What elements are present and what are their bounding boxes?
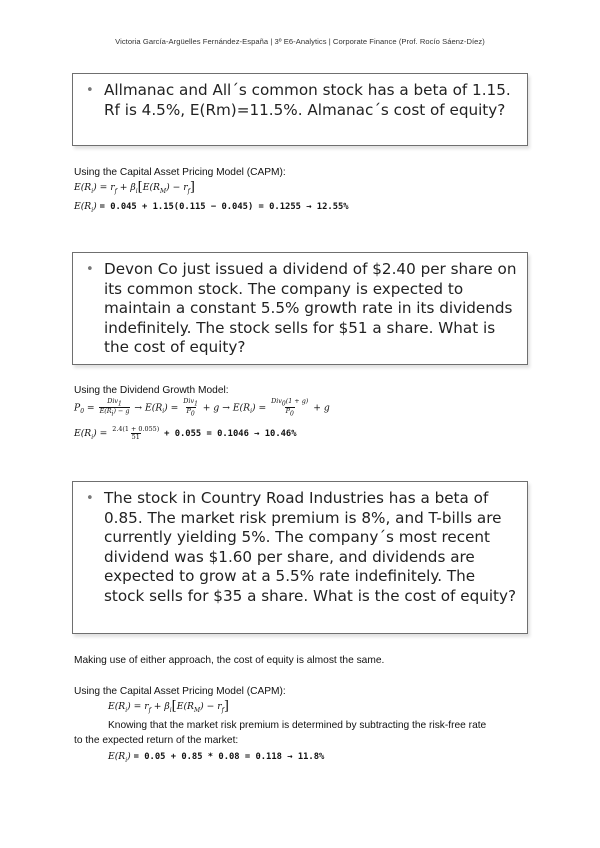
bullet-icon: •: [86, 262, 94, 277]
question-2-text: Devon Co just issued a dividend of $2.40 per share on its common stock. The company is expected to maintain a constant 5.5% growth rate in its dividends indefinitely. The stock sells for $51 a share. What is the cost of equity?: [104, 260, 517, 357]
question-1-text: Allmanac and All´s common stock has a beta of 1.15. Rf is 4.5%, E(Rm)=11.5%. Almanac´s cost of equity?: [104, 81, 511, 119]
answer-1-method: Using the Capital Asset Pricing Model (CAPM):: [74, 167, 286, 178]
answer-3-calc-numbers: = 0.05 + 0.85 * 0.08 = 0.118 → 11.8%: [133, 752, 325, 762]
answer-2-calc-rest: + 0.055 = 0.1046 → 10.46%: [164, 429, 297, 439]
question-box-2: [72, 252, 528, 365]
answer-2-method: Using the Dividend Growth Model:: [74, 385, 229, 396]
question-box-1: [72, 73, 528, 146]
answer-1-calculation: $E(R_i) = 0.045 + 1.15(0.115 - 0.045) = 0.1255 \to 12.55\%$: [74, 201, 349, 214]
answer-1-capm-formula: $E(R_i) = r_f + \beta_i[E(R_M) - r_f]$: [74, 180, 195, 195]
question-3-text: The stock in Country Road Industries has a beta of 0.85. The market risk premium is 8%, and T-bills are currently yielding 5%. The company´s most recent dividend was $1.60 per share, and dividends are expected to grow at a 5.5% rate indefinitely. The stock sells for $35 a share. What is the cost of equity?: [104, 489, 517, 605]
answer-3-note-line-1: Knowing that the market risk premium is determined by subtracting the risk-free rate: [108, 720, 487, 731]
answer-2-ddm-formula: $P_0$ = $\frac{Div_1}{E(R_i) - g}$ → $E(R_i)$ = $\frac{Div_1}{P_0}$ + $g \to E(R_i)$ = $\frac{Div_0(1 + g)}{P_0}$ + g: [74, 397, 330, 418]
bullet-icon: •: [86, 83, 94, 98]
answer-2-numerator: 2.4(1 + 0.055): [112, 425, 160, 433]
answer-3-calculation: $E(R_i) = 0.05 + 0.85 * 0.08 = 0.118 \to 11.8\%$: [108, 751, 325, 764]
answer-3-intro: Making use of either approach, the cost of equity is almost the same.: [74, 655, 385, 666]
question-box-3: [72, 481, 528, 634]
answer-2-denominator: 51: [131, 433, 140, 441]
answer-3-capm-formula: $E(R_i) = r_f + \beta_i[E(R_M) - r_f]$: [108, 699, 229, 714]
answer-1-calc-numbers: = 0.045 + 1.15(0.115 − 0.045) = 0.1255 → 12.55%: [99, 202, 349, 212]
answer-3-method: Using the Capital Asset Pricing Model (CAPM):: [74, 686, 286, 697]
answer-3-note-line-2: to the expected return of the market:: [74, 735, 239, 746]
bullet-icon: •: [86, 491, 94, 506]
page-header: Victoria García-Argüelles Fernández-España | 3º E6-Analytics | Corporate Finance (Prof. Rocío Sáenz-Díez): [115, 37, 485, 46]
answer-2-calculation: $E(R_i)$ = $\frac{2.4(1 + 0.055)}{51}$ + 0.055 = 0.1046 → 10.46%: [74, 425, 297, 441]
